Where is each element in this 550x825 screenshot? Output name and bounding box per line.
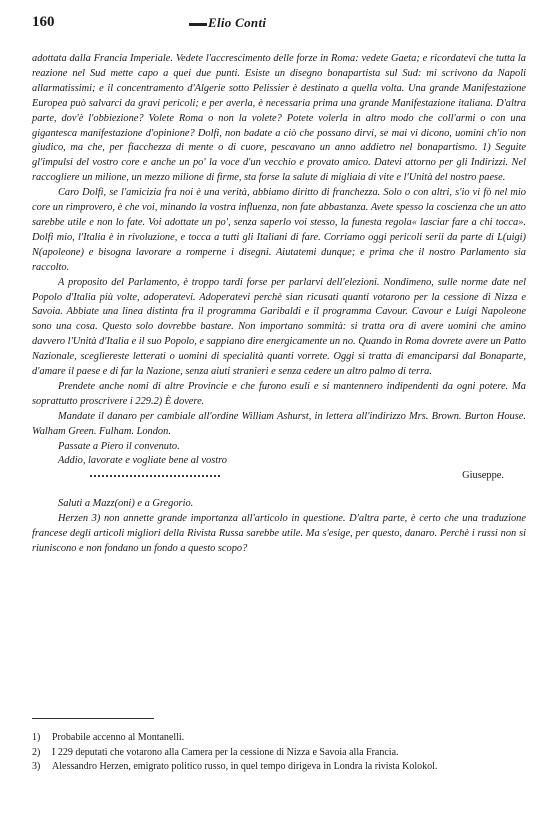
- footnote-number: 2): [32, 746, 41, 758]
- closing-line-1: Passate a Piero il convenuto.: [58, 440, 180, 452]
- footnote-number: 3): [32, 761, 41, 773]
- closing-line-2: Addio, lavorate e vogliate bene al vostro: [58, 455, 227, 467]
- postscript-paragraph: Herzen 3) non annette grande importanza all'articolo in questione. D'altra parte, è certo che una traduzione francese degli articoli migliori della Rivista Russa sarebbe utile. Ma s'esige, per questo, danaro. Perchè i russi non si riuniscono e non fondano un fondo a questo scopo?: [32, 513, 526, 555]
- postscript-salutation: Saluti a Mazz(oni) e a Gregorio.: [58, 498, 194, 510]
- footnote-3: [32, 760, 526, 775]
- ink-mark: [189, 23, 207, 26]
- page-number: 160: [32, 14, 55, 30]
- paragraph-1: adottata dalla Francia Imperiale. Vedete l'accrescimento delle forze in Roma: vedete Gaeta; e ricordatevi che tutta la reazione nel Sud mette capo a quei due punti. Esiste un disegno bonapartista sul Sud: mi scrivono da Napoli allarmatissimi; e il concentramento d'Algerie sotto Pelissier è destinato a quella volta. Una grande Manifestazione Europea può salvarci da gravi pericoli; e per averla, è necessaria prima una grande Manifestazione italiana. D'altra parte, dov'è l'obbiezione? Volete Roma o non la volete? Potete volerla in altro modo che coll'armi o con una gigantesca manifestazione d'opinione? Dolfi, non badate a ciò che possano dirvi, se mai vi dicono, uomini ch'io non giudico, ma che, per fiacchezza di mente o di cuore, pescavano un anno addietro nel bonapartismo. 1) Seguite gl'impulsi del vostro core e anche un po' la voce d'un vecchio e provato amico. Datevi attorno per gli Indirizzi. Nel raccogliere un milione, un mezzo milione di firme, sta forse la salute di migliaia di vite e l'Unità del nostro paese.: [32, 53, 526, 184]
- footnotes: [32, 731, 526, 775]
- running-header: [0, 14, 550, 34]
- footnote-text: Alessandro Herzen, emigrato politico russo, in quel tempo dirigeva in Londra la rivista Kolokol.: [52, 761, 438, 773]
- paragraph-4: Prendete anche nomi di altre Provincie e che furono esuli e si mantennero indipendenti da ogni potere. Ma soprattutto proscrivere i 229.2) È dovere.: [32, 380, 526, 407]
- paragraph-2: Caro Dolfi, se l'amicizia fra noi è una verità, abbiamo diritto di franchezza. Solo o con altri, s'io vi fò nel mio core un rimprovero, è che voi, minando la vostra influenza, non fate abbastanza. Avete spesso la coscienza che un atto sarebbe utile e non lo fate. Voi adottate un po', senza saperlo voi stesso, la funesta regola« lasciar fare a chi tocca». Dolfi mio, l'Italia è in rivoluzione, e tocca a tutti gli Italiani di fare. Corriamo oggi pericoli serii da parte di L(uigi) N(apoleone) e bisogna lavorare a romperne i disegni. Aiutatemi dunque; e prima che il nostro Parlamento sia raccolto.: [32, 187, 526, 273]
- letter-body: [32, 52, 526, 557]
- ink-scribble: [90, 475, 220, 481]
- signature-row: [32, 469, 526, 484]
- paragraph-3: A proposito del Parlamento, è troppo tardi forse per parlarvi dell'elezioni. Nondimeno, sulle norme date nel Popolo d'Italia più volte, adoperatevi. Adoperatevi perchè sian ricusati quanti votarono per la cessione di Nizza e Savoia. Abbiate una linea distinta fra il programma Garibaldi e il programma Cavour. Cavour e Luigi Napoleone sono una cosa. Questo solo dovrebbe bastare. Non importano sommità: si tratta ora di avere uomini che amino davvero l'Unità d'Italia e il suo Popolo, e sappiano dire energicamente un no. Quando in Roma dovrete avere un Patto Nazionale, scegliereste letterati o uomini di specialità quanti vorrete. Oggi si tratta di emanciparsi dal Bonaparte, d'amare il paese e di far la Nazione, senza aiuti stranieri e senza cedere un altro palmo di terra.: [32, 276, 526, 378]
- signature: Giuseppe.: [462, 470, 504, 482]
- paragraph-5: Mandate il danaro per cambiale all'ordine William Ashurst, in lettera all'indirizzo Mrs. Brown. Burton House. Walham Green. Fulham. London.: [32, 410, 526, 437]
- footnote-2: [32, 746, 526, 761]
- footnote-1: [32, 731, 526, 746]
- footnote-number: 1): [32, 732, 41, 743]
- footnote-text: Probabile accenno al Montanelli.: [52, 732, 185, 743]
- footnote-rule: [32, 718, 154, 719]
- footnote-text: I 229 deputati che votarono alla Camera per la cessione di Nizza e Savoia alla Francia.: [52, 746, 399, 758]
- running-author: Elio Conti: [208, 15, 267, 30]
